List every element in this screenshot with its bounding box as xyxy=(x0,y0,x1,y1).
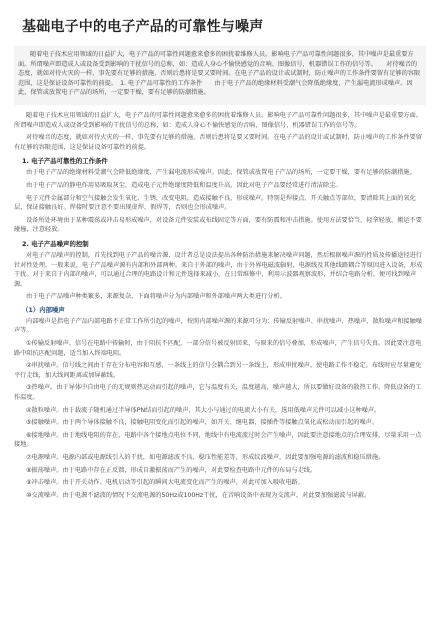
section-paragraph: 由于电子产品的静电作用易吸取灰尘，造成电子元件绝缘度降低和温度升高，因此对电子产品要经常进行清洁除尘。 xyxy=(26,181,342,189)
list-item: ③热噪声。由于导体中自由电子的无规则热运动而引起的噪声，它与温度有关，温度越高，噪声越大，所以要做好设备的散热工作，降低设备的工作温度。 xyxy=(14,384,422,402)
list-item: ⑤接触噪声。由于两个导体接触不良，接触电阻变化而引起的噪声，如开关、继电器、接插件等接触点氧化或松动而引起的噪声。 xyxy=(26,419,379,427)
section-heading: 2. 电子产品噪声的控制 xyxy=(22,239,89,248)
section-paragraph: 对电子产品噪声的控制，首先找到电子产品的噪音源，设计者总是设法提出各种防治措施来解决噪声问题，然后根据噪声源的性质及传播途径进行针对性处理。一般来说，电子产品噪声源有内部和外部两种。来自于外部的噪声，由于外界电磁波辐射、电源线及其他线路耦合等原因进入设备，形成干扰。对于来自于内部的噪声，可以通过合理的电路设计和元件选择来减小。在日常维修中，利用示波器观察波形，并结合电路分析，便可找到噪声源。 xyxy=(14,251,423,288)
subsection-lead: 内部噪声是指电子产品内部电路不正常工作所引起的噪声，按照内部噪声源的来源可分为：传输反射噪声、串扰噪声、热噪声、散粒噪声和接触噪声等。 xyxy=(14,317,422,335)
list-item: ⑦电源噪声。电源内部或电源线引入的干扰，如电源滤波不良、稳压性能差等，形成纹波噪声，因此要加强电源的滤波和稳压措施。 xyxy=(26,454,385,461)
list-item: ⑩交流噪声。由于电源不滤波的情况下交流电源的50Hz或100Hz干扰，在音响设备中表现为交流声，对此要加强滤波与屏蔽。 xyxy=(26,491,371,499)
section-paragraph: 由于电子产品的绝缘材料受潮气会降低绝缘度，产生漏电流形成噪声。因此，保管或放置电子产品的场所，一定要干燥，要有足够的防潮措施。 xyxy=(26,169,416,177)
list-item: ②串扰噪声。信号线之间由于存在分布电容和互感，一条线上的信号会耦合到另一条线上，形成串扰噪声，使电路工作不稳定。布线时应尽量避免平行走线，加大线间距离或加屏蔽线。 xyxy=(14,362,422,379)
list-item: ①传输反射噪声。信号在电路中传输时，由于阻抗不匹配，一部分信号被反射回来，与原来的信号叠加，形成噪声，产生信号失真。因此要注意电路中阻抗匹配问题，适当加入终端电阻。 xyxy=(14,340,422,357)
section-paragraph: 电子元件金属部分和空气接触会发生氧化、生锈，改变电阻，造成接触不良，形成噪声。特别是焊接点、开关触点等部位，要清除其上面的氧化层，保证接触良好。焊接时要注意不要出现虚焊、假焊等，否则也会形成噪声。 xyxy=(14,194,416,212)
body-paragraph: 随着电子技术应用领域的日益扩大，电子产品的可靠性问题愈来愈多的困扰着维修人员。影响电子产品可靠性问题很多，其中噪声是最重要方面。所谓噪声即造成人或设备受到影响的干扰信号的总称，如：造成人身心不愉快感觉的音响、图像信号，机器错误工作的信号等。 xyxy=(14,111,422,129)
list-item: ⑥接地噪声。由于地线电阻的存在，电路中各个接地点电位不同，地线中有电流流过时会产生噪声，因此要注意接地点的合理安排，尽量采用一点接地。 xyxy=(14,431,422,449)
section-heading: 1. 电子产品可靠性的工作条件 xyxy=(22,157,108,166)
list-item: ⑧振荡噪声。由于电路中存在正反馈，形成自激振荡而产生的噪声，对此要检查电路中元件的布局与走线。 xyxy=(26,466,317,474)
section-paragraph: 由于电子产品噪声种类繁多，来源复杂，下面将噪声分为内部噪声和外部噪声两大类进行分析。 xyxy=(26,293,286,301)
list-item: ⑨冲击噪声。由于开关动作、电机启动等引起的瞬间大电流变化而产生的噪声，对此可加入吸收电路。 xyxy=(26,479,304,487)
subsection-heading: （1）内部噪声 xyxy=(22,305,65,314)
section-paragraph: 设备所处环境由于某种震荡或冲击易形成噪声，对设备元件安装或布线固定等方面，要有防震和冲击措施。使用方法要恰当，轻拿轻放，搬运不要碰撞，注意轻放。 xyxy=(14,216,422,234)
intro-summary xyxy=(14,46,426,105)
intro-paragraph: 随着电子技术应用领域的日益扩大，电子产品的可靠性问题愈来愈多的困扰着维修人员。影响电子产品可靠性问题很多，其中噪声是最重要方面。所谓噪声即造成人或设备受到影响的干扰信号的总称，如：造成人身心不愉快感觉的音响、图像信号，机器错误工作的信号等。 对待噪音的态度，就如对待火灾的一样，事先要有足够的措施，否则后患将是要又要时间。在电子产品的设计或试制时，防止噪声的工作条件要留有足够的容限范围，这是保证设备可靠性的前提。 1. 电子产品可靠性的工作条件 由于电子产品的绝缘材料受潮气会降低绝缘度，产生漏电流形成噪声。因此，保管或放置电子产品的场所，一定要干燥，要有足够的防潮措施。 xyxy=(18,51,421,97)
page-title: 基础电子中的电子产品的可靠性与噪声 xyxy=(22,19,264,35)
body-paragraph: 对待噪音的态度，就如对待火灾的一样，事先要有足够的措施，否则后患将是要又要时间。在电子产品的设计或试制时，防止噪声的工作条件要留有足够的容限范围，这是保证设备可靠性的前提。 xyxy=(14,134,422,151)
list-item: ④散粒噪声。由于载流子随机通过半导体PN结而引起的噪声，其大小与通过的电流大小有关，选用低噪声元件可以减小这种噪声。 xyxy=(26,406,381,414)
